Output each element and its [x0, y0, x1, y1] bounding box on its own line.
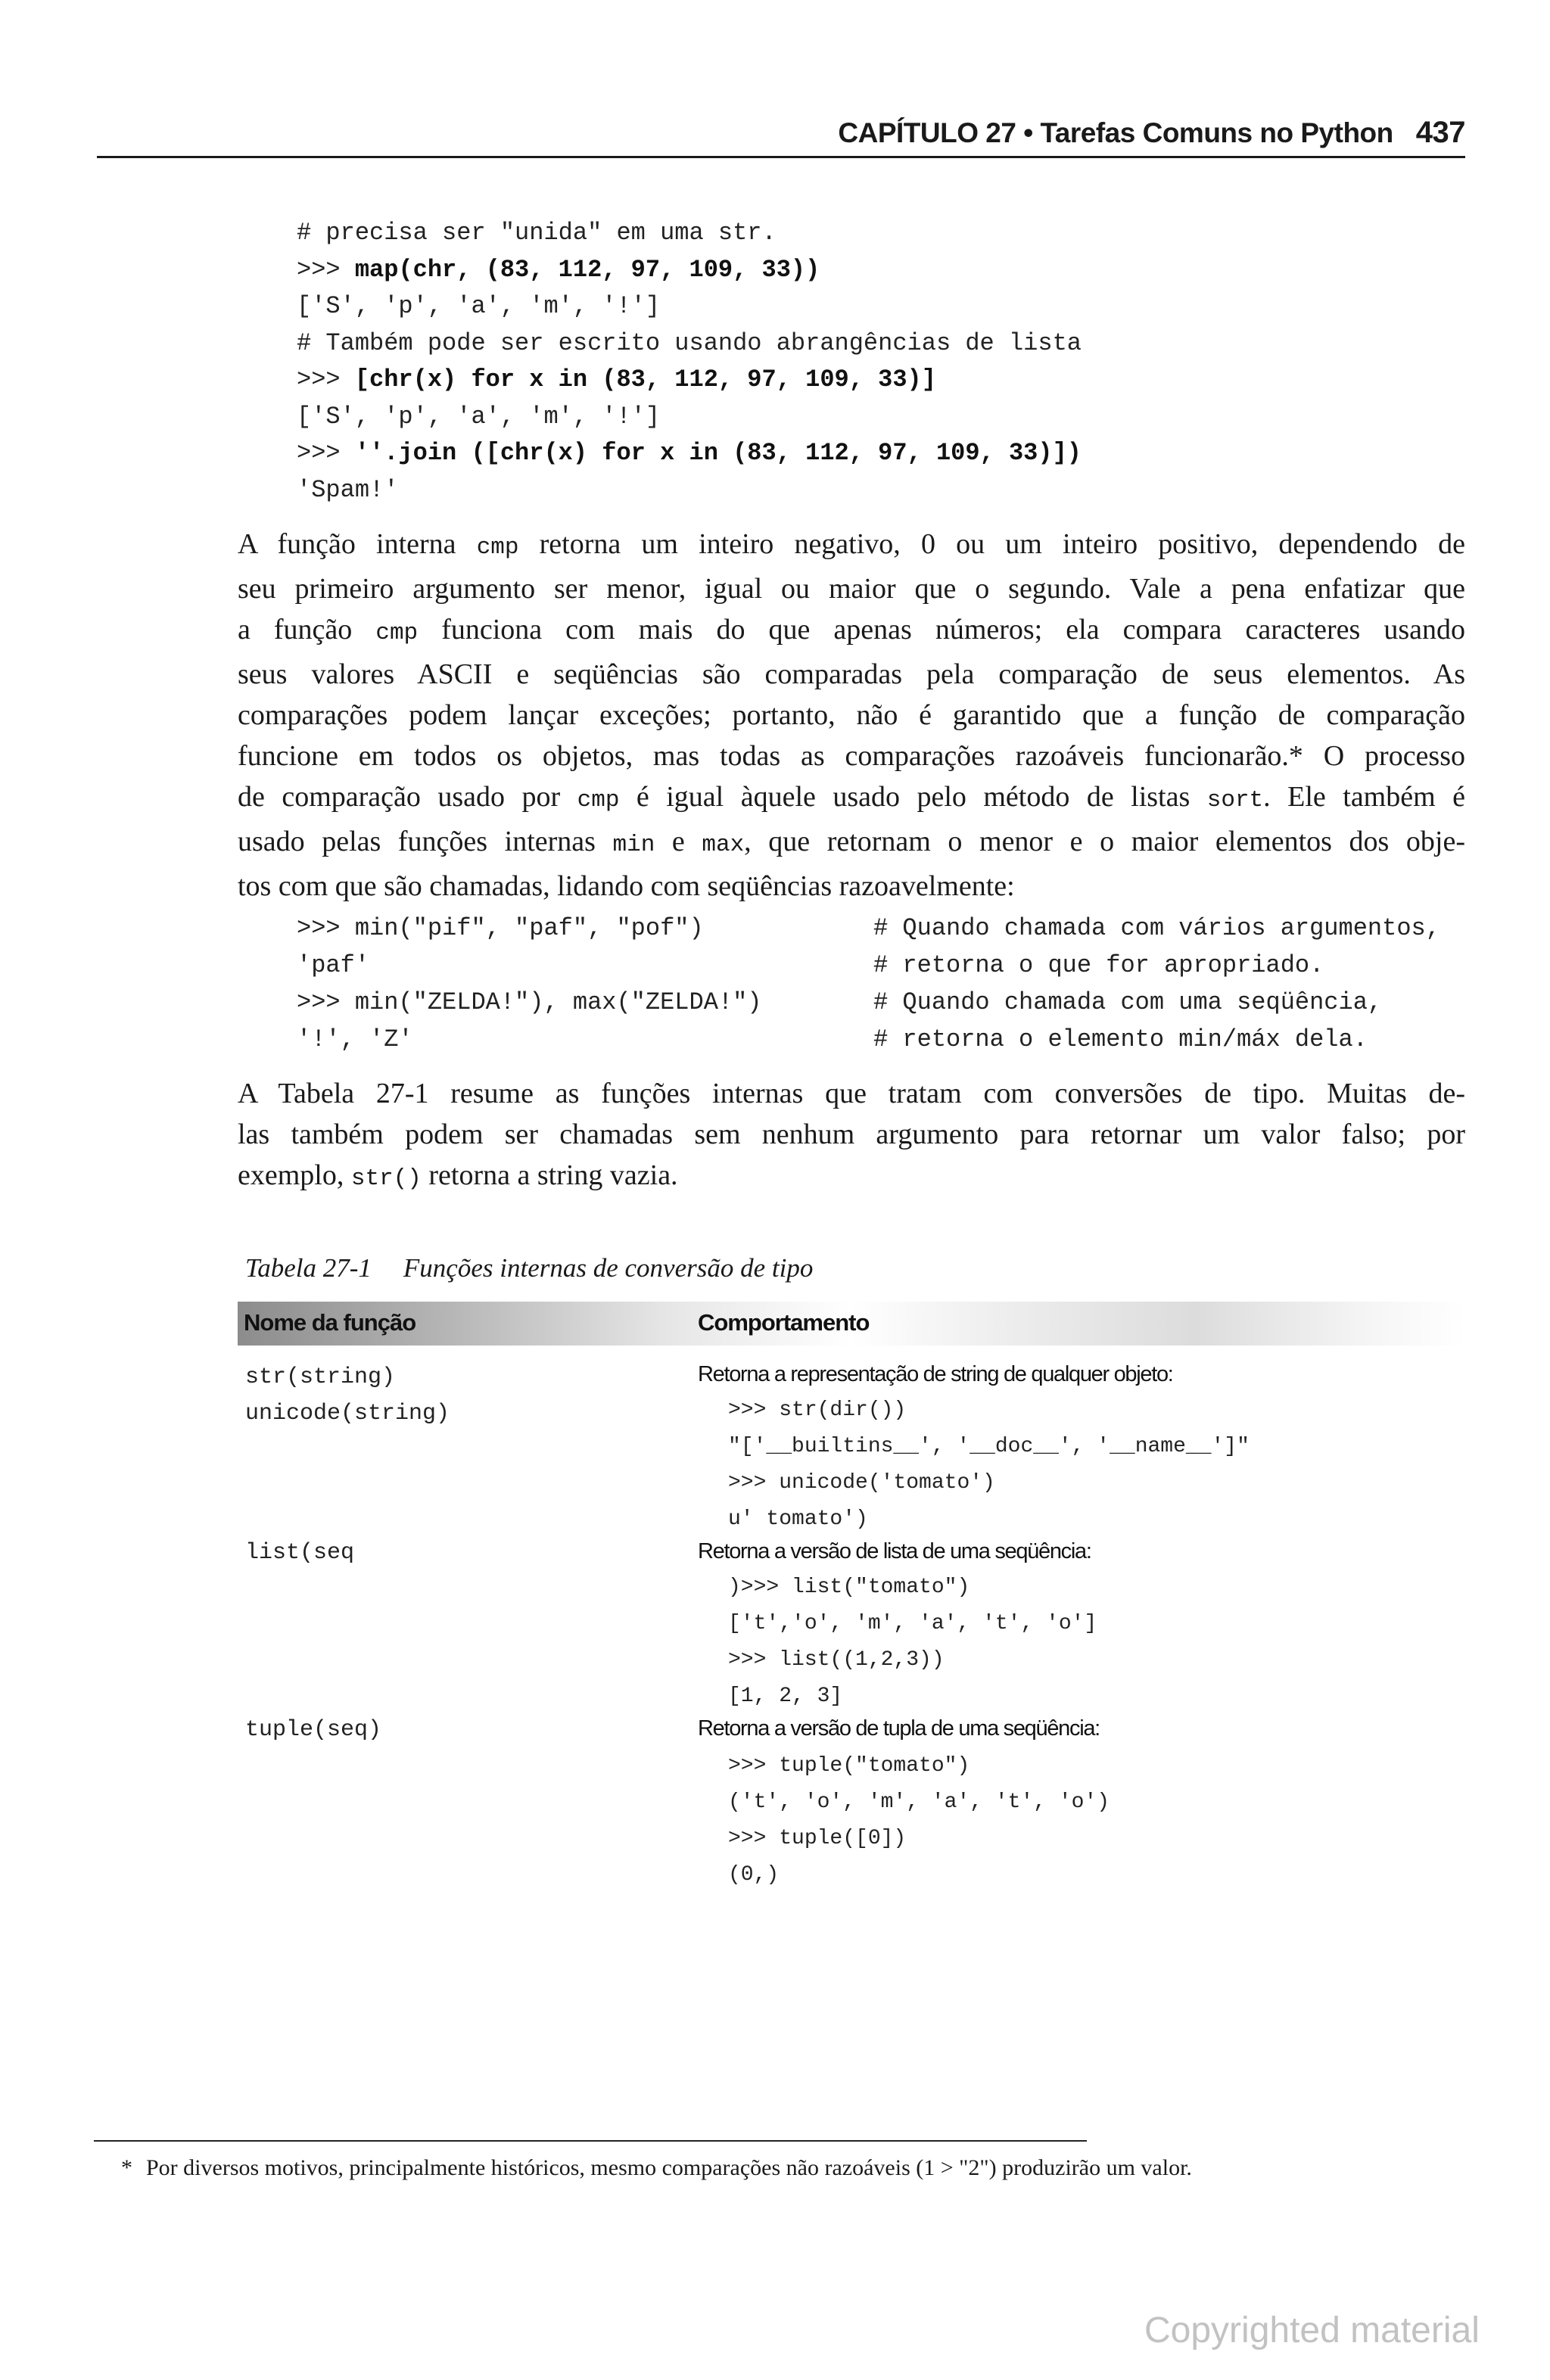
table-number: Tabela 27-1 [245, 1253, 372, 1283]
text-line: funcione em todos os objetos, mas todas as comparações razoáveis funcionarão.* O processo [238, 740, 1465, 772]
text-line: tos com que são chamadas, lidando com seqüências razoavelmente: [238, 870, 1015, 902]
paragraph-1 [238, 524, 1465, 907]
table-row-3-code: >>> tuple("tomato") ('t', 'o', 'm', 'a', 't', 'o') >>> tuple([0]) (0,) [728, 1754, 1110, 1887]
footnote-text: Por diversos motivos, principalmente históricos, mesmo comparações não razoáveis (1 > "2") produzirão um valor. [146, 2155, 1192, 2180]
text-line: seus valores ASCII e seqüências são comparadas pela comparação de seus elementos. As [238, 658, 1465, 690]
text-line: de comparação usado por cmp é igual àquele usado pelo método de listas sort. Ele também é [238, 781, 1465, 814]
footnote [121, 2155, 1192, 2181]
code-line: >>> [297, 366, 355, 394]
column-header-behavior: Comportamento [698, 1309, 870, 1336]
code-line: 'Spam!' [297, 475, 399, 504]
text-line: A Tabela 27-1 resume as funções internas que tratam com conversões de tipo. Muitas de- [238, 1078, 1465, 1109]
column-header-function: Nome da função [244, 1309, 416, 1336]
code-block-2-left: >>> min("pif", "paf", "pof") 'paf' >>> min("ZELDA!"), max("ZELDA!") '!', 'Z' [297, 914, 762, 1053]
footnote-marker: * [121, 2155, 132, 2180]
code-line: ['S', 'p', 'a', 'm', '!'] [297, 292, 661, 320]
code-line: >>> [297, 255, 355, 284]
page-number: 437 [1415, 116, 1465, 149]
header-text [838, 116, 1465, 150]
text-line: usado pelas funções internas min e max, que retornam o menor e o maior elementos dos obje- [238, 826, 1465, 858]
table-row-2-code: )>>> list("tomato") ['t','o', 'm', 'a', 't', 'o'] >>> list((1,2,3)) [1, 2, 3] [728, 1576, 1097, 1708]
text-line: comparações podem lançar exceções; portanto, não é garantido que a função de comparação [238, 699, 1465, 731]
table-header [238, 1302, 1465, 1346]
table-row-1-functions: str(string) unicode(string) [245, 1364, 450, 1426]
code-line-bold: [chr(x) for x in (83, 112, 97, 109, 33)] [354, 366, 936, 394]
text-line: seu primeiro argumento ser menor, igual ou maior que o segundo. Vale a pena enfatizar que [238, 573, 1465, 605]
table-title: Funções internas de conversão de tipo [403, 1253, 814, 1283]
table-row-1-code: >>> str(dir()) "['__builtins__', '__doc__', '__name__']" >>> unicode('tomato') u' tomato') [728, 1398, 1250, 1531]
table-row-2-functions: list(seq [245, 1540, 355, 1566]
table-row-1-behavior: Retorna a representação de string de qualquer objeto: [698, 1362, 1173, 1386]
code-block-1 [297, 215, 1082, 509]
table-caption [245, 1253, 813, 1283]
text-line: exemplo, str() retorna a string vazia. [238, 1159, 678, 1192]
running-header [97, 106, 1465, 158]
code-block-2-right: # Quando chamada com vários argumentos, # retorna o que for apropriado. # Quando chamada com uma seqüência, # retorna o elemento min/máx dela. [873, 914, 1440, 1053]
table-row-2-behavior: Retorna a versão de lista de uma seqüência: [698, 1539, 1091, 1563]
code-line: ['S', 'p', 'a', 'm', '!'] [297, 402, 661, 431]
text-line: las também podem ser chamadas sem nenhum argumento para retornar um valor falso; por [238, 1118, 1465, 1150]
text-line: a função cmp funciona com mais do que apenas números; ela compara caracteres usando [238, 614, 1466, 646]
paragraph-2 [238, 1073, 1465, 1199]
copyright-watermark: Copyrighted material [1144, 2310, 1480, 2350]
code-line: # Também pode ser escrito usando abrangências de lista [297, 328, 1082, 357]
chapter-title: CAPÍTULO 27 • Tarefas Comuns no Python [838, 117, 1393, 148]
footnote-rule [94, 2140, 1087, 2142]
text-line: A função interna cmp retorna um inteiro negativo, 0 ou um inteiro positivo, dependendo de [238, 528, 1466, 561]
code-line: >>> [297, 439, 355, 467]
code-line-bold: map(chr, (83, 112, 97, 109, 33)) [354, 255, 820, 284]
code-line-bold: ''.join ([chr(x) for x in (83, 112, 97, 109, 33)]) [354, 439, 1082, 467]
table-row-3-behavior: Retorna a versão de tupla de uma seqüência: [698, 1716, 1100, 1741]
code-line: # precisa ser "unida" em uma str. [297, 219, 777, 247]
table-row-3-functions: tuple(seq) [245, 1717, 382, 1743]
